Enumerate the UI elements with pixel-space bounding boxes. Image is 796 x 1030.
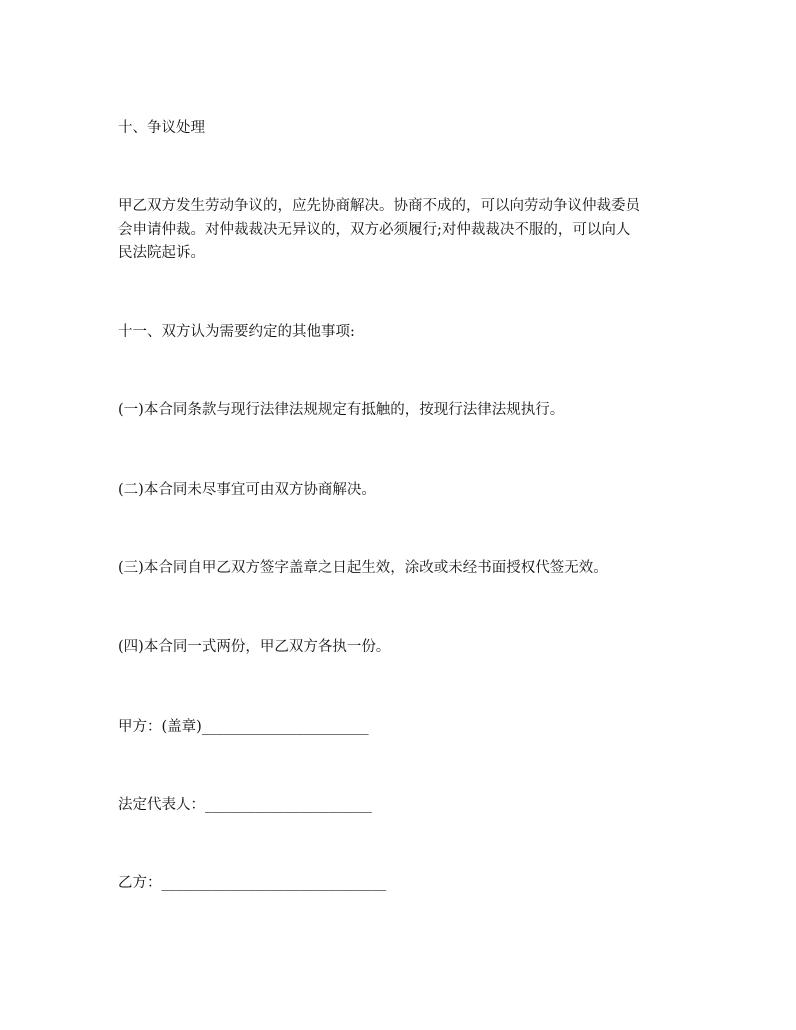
section-10-body (118, 195, 698, 266)
party-b-signature-line: 乙方：_______________________________ (118, 875, 387, 891)
clause-item-3: (三)本合同自甲乙双方签字盖章之日起生效，涂改或未经书面授权代签无效。 (118, 560, 608, 576)
section-11-heading: 十一、双方认为需要约定的其他事项: (118, 324, 355, 340)
section-10-body-line: 甲乙双方发生劳动争议的，应先协商解决。协商不成的，可以向劳动争议仲裁委员 (118, 198, 640, 214)
legal-representative-signature-line: 法定代表人：_______________________ (118, 797, 372, 813)
clause-item-2: (二)本合同未尽事宜可由双方协商解决。 (118, 482, 376, 498)
clause-item-4: (四)本合同一式两份，甲乙双方各执一份。 (118, 639, 391, 655)
party-a-signature-line: 甲方：(盖章)_______________________ (118, 719, 369, 735)
section-10-body-line: 民法院起诉。 (118, 245, 205, 261)
section-10-heading: 十、争议处理 (118, 120, 205, 136)
clause-item-1: (一)本合同条款与现行法律法规规定有抵触的，按现行法律法规执行。 (118, 402, 565, 418)
section-10-body-line: 会申请仲裁。对仲裁裁决无异议的，双方必须履行;对仲裁裁决不服的，可以向人 (118, 221, 631, 238)
